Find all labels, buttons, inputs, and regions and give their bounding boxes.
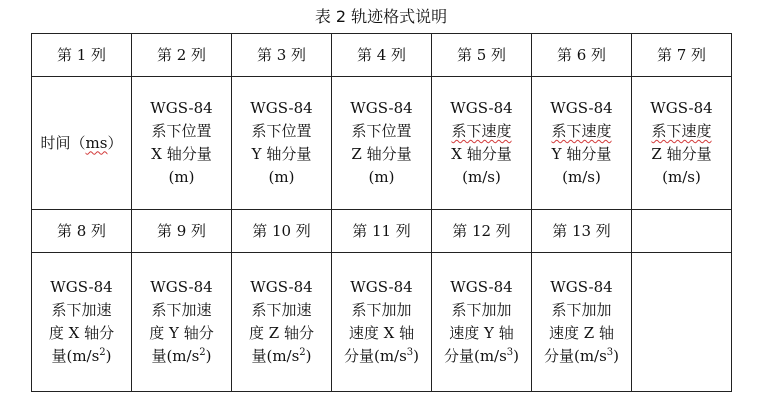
table-caption: 表 2 轨迹格式说明 <box>314 7 448 26</box>
header-cell: 第 13 列 <box>532 210 632 253</box>
table-cell: WGS-84 系下加加 速度 Y 轴 分量$(m/s^3)$ <box>432 253 532 392</box>
header-cell: 第 11 列 <box>332 210 432 253</box>
header-cell: 第 8 列 <box>32 210 132 253</box>
table-cell: WGS-84 系下加速 度 X 轴分 量$(m/s^2)$ <box>32 253 132 392</box>
header-cell: 第 5 列 <box>432 34 532 77</box>
table-cell: WGS-84 系下位置 X 轴分量 (m) <box>132 77 232 210</box>
table-row <box>32 253 732 392</box>
table-cell: WGS-84 系下位置 Z 轴分量 (m) <box>332 77 432 210</box>
table-cell: WGS-84 系下加加 速度 Z 轴 分量$(m/s^3)$ <box>532 253 632 392</box>
table-cell: WGS-84 系下速度 X 轴分量 (m/s) <box>432 77 532 210</box>
table-header-row <box>32 34 732 77</box>
table-row <box>32 77 732 210</box>
table-cell: WGS-84 系下加速 度 Z 轴分 量$(m/s^2)$ <box>232 253 332 392</box>
header-cell: 第 9 列 <box>132 210 232 253</box>
table-cell: WGS-84 系下位置 Y 轴分量 (m) <box>232 77 332 210</box>
table-cell: WGS-84 系下速度 Y 轴分量 (m/s) <box>532 77 632 210</box>
header-cell: 第 1 列 <box>32 34 132 77</box>
header-cell <box>632 210 732 253</box>
table-cell: WGS-84 系下加加 速度 X 轴 分量$(m/s^3)$ <box>332 253 432 392</box>
header-cell: 第 4 列 <box>332 34 432 77</box>
header-cell: 第 3 列 <box>232 34 332 77</box>
header-cell: 第 12 列 <box>432 210 532 253</box>
header-cell: 第 7 列 <box>632 34 732 77</box>
table-cell: WGS-84 系下加速 度 Y 轴分 量$(m/s^2)$ <box>132 253 232 392</box>
header-cell: 第 10 列 <box>232 210 332 253</box>
table-header-row <box>32 210 732 253</box>
header-cell: 第 6 列 <box>532 34 632 77</box>
trajectory-format-table <box>31 33 732 392</box>
table-cell <box>632 253 732 392</box>
table-cell: WGS-84 系下速度 Z 轴分量 (m/s) <box>632 77 732 210</box>
table-cell: 时间（ms） <box>32 77 132 210</box>
header-cell: 第 2 列 <box>132 34 232 77</box>
